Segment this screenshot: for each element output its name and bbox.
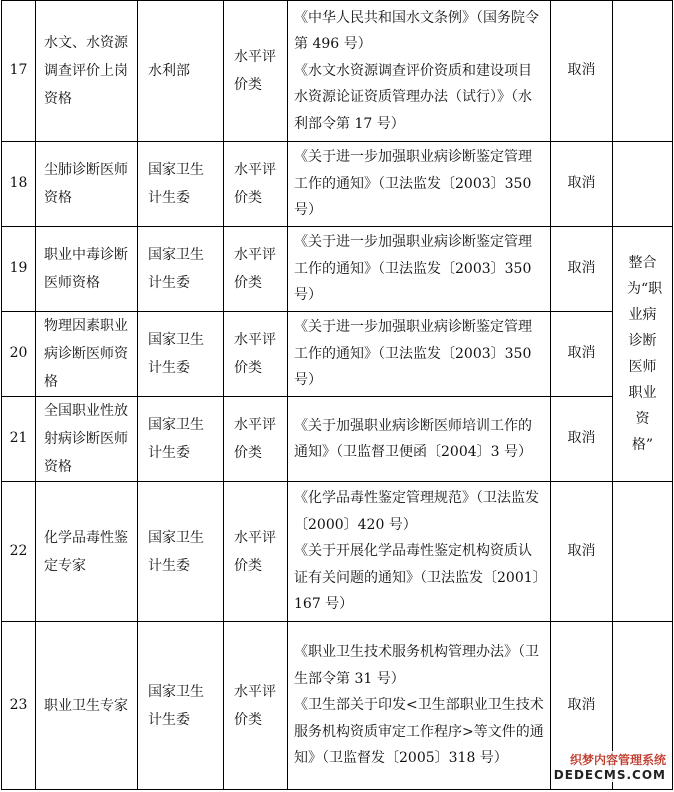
basis-item: 《关于进一步加强职业病诊断鉴定管理工作的通知》（卫法监发〔2003〕350 号） — [294, 319, 532, 389]
qualification-name: 物理因素职业病诊断医师资格 — [36, 312, 138, 397]
action-result: 取消 — [551, 227, 613, 312]
basis-item: 《关于进一步加强职业病诊断鉴定管理工作的通知》（卫法监发〔2003〕350 号） — [294, 234, 532, 304]
note-cell-empty — [613, 142, 673, 227]
table-row — [2, 312, 673, 397]
legal-basis — [288, 227, 551, 312]
basis-item: 《水文水资源调查评价资质和建设项目水资源论证资质管理办法（试行）》（水利部令第 17 号） — [294, 62, 532, 132]
qualification-name: 尘肺诊断医师资格 — [36, 142, 138, 227]
qualification-name: 职业卫生专家 — [36, 622, 138, 790]
merge-note: 整合为“职业病诊断医师职业资格” — [613, 227, 673, 482]
table-row — [2, 227, 673, 312]
note-cell-empty — [613, 1, 673, 142]
qualification-table — [1, 0, 673, 790]
basis-item: 《卫生部关于印发<卫生部职业卫生技术服务机构资质审定工作程序>等文件的通知》（卫监督发〔2005〕318 号） — [294, 697, 544, 767]
qualification-name: 水文、水资源调查评价上岗资格 — [36, 1, 138, 142]
legal-basis — [288, 1, 551, 142]
row-number: 17 — [2, 1, 36, 142]
row-number: 20 — [2, 312, 36, 397]
department: 国家卫生计生委 — [138, 312, 224, 397]
qualification-type: 水平评价类 — [224, 227, 288, 312]
action-result: 取消 — [551, 622, 613, 790]
action-result: 取消 — [551, 142, 613, 227]
watermark-domain: DEDECMS.COM — [553, 768, 666, 782]
action-result: 取消 — [551, 1, 613, 142]
basis-item: 《关于加强职业病诊断医师培训工作的通知》（卫监督卫便函〔2004〕3 号） — [294, 417, 532, 460]
basis-item: 《关于开展化学品毒性鉴定机构资质认证有关问题的通知》（卫法监发〔2001〕167 号） — [294, 543, 540, 613]
qualification-type: 水平评价类 — [224, 312, 288, 397]
table-row — [2, 142, 673, 227]
table-row — [2, 1, 673, 142]
department: 国家卫生计生委 — [138, 227, 224, 312]
watermark-title: 织梦内容管理系统 — [554, 751, 666, 768]
legal-basis — [288, 312, 551, 397]
action-result: 取消 — [551, 397, 613, 482]
row-number: 23 — [2, 622, 36, 790]
qualification-name: 职业中毒诊断医师资格 — [36, 227, 138, 312]
legal-basis — [288, 397, 551, 482]
row-number: 22 — [2, 482, 36, 622]
department: 国家卫生计生委 — [138, 397, 224, 482]
row-number: 21 — [2, 397, 36, 482]
qualification-name: 全国职业性放射病诊断医师资格 — [36, 397, 138, 482]
table-row — [2, 397, 673, 482]
qualification-type: 水平评价类 — [224, 622, 288, 790]
department: 国家卫生计生委 — [138, 482, 224, 622]
qualification-type: 水平评价类 — [224, 142, 288, 227]
legal-basis — [288, 142, 551, 227]
qualification-name: 化学品毒性鉴定专家 — [36, 482, 138, 622]
basis-item: 《关于进一步加强职业病诊断鉴定管理工作的通知》（卫法监发〔2003〕350 号） — [294, 149, 532, 219]
basis-item: 《职业卫生技术服务机构管理办法》（卫生部令第 31 号） — [294, 644, 539, 687]
qualification-type: 水平评价类 — [224, 482, 288, 622]
table-row — [2, 482, 673, 622]
department: 国家卫生计生委 — [138, 142, 224, 227]
department: 水利部 — [138, 1, 224, 142]
qualification-type: 水平评价类 — [224, 397, 288, 482]
row-number: 18 — [2, 142, 36, 227]
action-result: 取消 — [551, 312, 613, 397]
department: 国家卫生计生委 — [138, 622, 224, 790]
qualification-type: 水平评价类 — [224, 1, 288, 142]
basis-item: 《化学品毒性鉴定管理规范》（卫法监发〔2000〕420 号） — [294, 490, 539, 533]
legal-basis — [288, 622, 551, 790]
row-number: 19 — [2, 227, 36, 312]
basis-item: 《中华人民共和国水文条例》（国务院令第 496 号） — [294, 9, 539, 53]
watermark — [554, 751, 666, 782]
action-result: 取消 — [551, 482, 613, 622]
note-cell-empty — [613, 482, 673, 622]
legal-basis — [288, 482, 551, 622]
